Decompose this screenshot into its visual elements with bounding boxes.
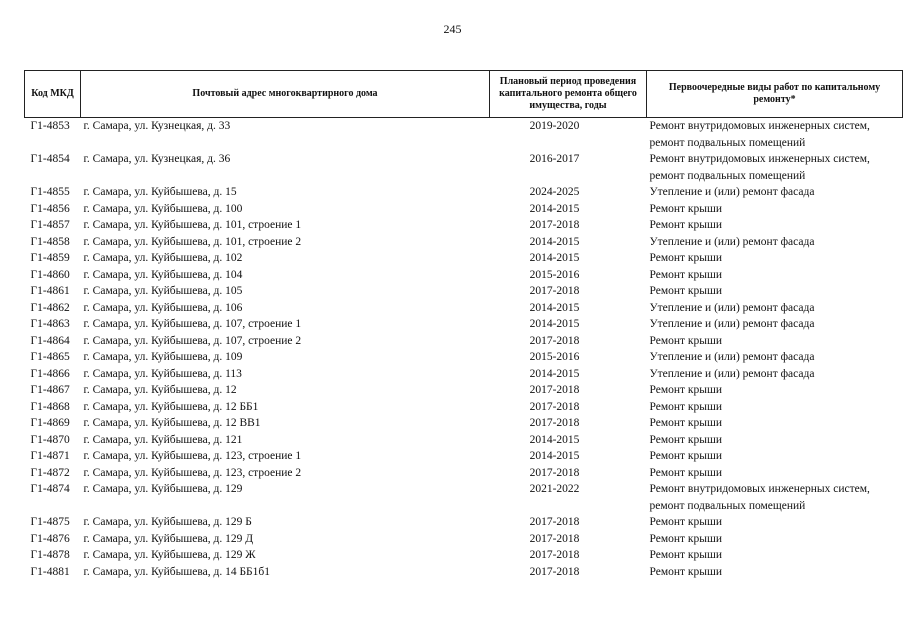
row-address: г. Самара, ул. Кузнецкая, д. 33: [83, 120, 231, 132]
row-address: г. Самара, ул. Куйбышева, д. 12 ББ1: [83, 400, 259, 413]
row-works: [647, 217, 903, 234]
row-period: 2017-2018: [529, 417, 580, 429]
row-period: 2014-2015: [529, 252, 580, 264]
row-address: г. Самара, ул. Куйбышева, д. 121: [83, 433, 243, 446]
row-works: [647, 465, 903, 482]
row-code: Г1-4853: [30, 120, 70, 132]
row-work-line: Ремонт крыши: [649, 252, 723, 264]
row-code: Г1-4874: [30, 483, 70, 495]
row-works: [647, 283, 903, 300]
row-period: 2017-2018: [529, 549, 580, 561]
row-works: [647, 267, 903, 284]
row-period: 2017-2018: [529, 400, 580, 413]
row-period: 2017-2018: [529, 516, 580, 528]
row-address: г. Самара, ул. Кузнецкая, д. 36: [83, 153, 231, 165]
row-period: 2019-2020: [529, 120, 580, 132]
row-address: г. Самара, ул. Куйбышева, д. 102: [83, 252, 243, 264]
table-row: [25, 267, 903, 284]
row-works: [647, 250, 903, 267]
row-work-line: Ремонт внутридомовых инженерных систем,: [649, 120, 870, 132]
row-code: Г1-4867: [30, 384, 70, 396]
header-address: Почтовый адрес многоквартирного дома: [81, 71, 490, 118]
row-code: Г1-4866: [30, 367, 70, 380]
row-period: 2014-2015: [529, 202, 580, 215]
row-address: г. Самара, ул. Куйбышева, д. 107, строение 2: [83, 334, 302, 347]
table-row: [25, 382, 903, 399]
row-work-line: Ремонт крыши: [649, 202, 723, 215]
row-works: [647, 514, 903, 531]
page-number: 245: [443, 22, 462, 36]
row-work-line: Ремонт крыши: [649, 433, 723, 446]
row-code: Г1-4875: [30, 516, 70, 528]
row-works: [647, 151, 903, 184]
table-row: [25, 349, 903, 366]
row-code: Г1-4861: [30, 285, 70, 297]
table-row: [25, 250, 903, 267]
row-work-line: Ремонт внутридомовых инженерных систем,: [649, 483, 870, 495]
row-work-line: ремонт подвальных помещений: [649, 136, 806, 149]
row-code: Г1-4854: [30, 153, 70, 165]
row-works: [647, 382, 903, 399]
row-address: г. Самара, ул. Куйбышева, д. 123, строение 2: [83, 466, 302, 479]
row-works: [647, 481, 903, 514]
table-row: [25, 333, 903, 350]
row-address: г. Самара, ул. Куйбышева, д. 107, строение 1: [83, 318, 302, 330]
row-code: Г1-4856: [30, 202, 70, 215]
table-row: [25, 234, 903, 251]
row-address: г. Самара, ул. Куйбышева, д. 15: [83, 186, 237, 198]
row-period: 2017-2018: [529, 219, 580, 231]
row-works: [647, 415, 903, 432]
table-header: [25, 71, 903, 118]
table-row: [25, 399, 903, 416]
row-period: 2014-2015: [529, 433, 580, 446]
row-work-line: Ремонт крыши: [649, 384, 723, 396]
row-code: Г1-4878: [30, 549, 70, 561]
table-row: [25, 366, 903, 383]
row-work-line: ремонт подвальных помещений: [649, 499, 806, 512]
row-period: 2014-2015: [529, 235, 580, 248]
row-work-line: Ремонт крыши: [649, 450, 723, 462]
row-work-line: Ремонт внутридомовых инженерных систем,: [649, 153, 870, 165]
row-code: Г1-4860: [30, 268, 70, 281]
row-address: г. Самара, ул. Куйбышева, д. 12: [83, 384, 237, 396]
row-period: 2024-2025: [529, 186, 580, 198]
row-work-line: Ремонт крыши: [649, 334, 723, 347]
row-address: г. Самара, ул. Куйбышева, д. 100: [83, 202, 243, 215]
row-work-line: Утепление и (или) ремонт фасада: [649, 318, 815, 330]
row-address: г. Самара, ул. Куйбышева, д. 106: [83, 301, 243, 314]
table-row: [25, 217, 903, 234]
row-code: Г1-4865: [30, 351, 70, 363]
row-period: 2016-2017: [529, 153, 580, 165]
row-works: [647, 366, 903, 383]
row-period: 2015-2016: [529, 351, 580, 363]
row-period: 2014-2015: [529, 318, 580, 330]
row-code: Г1-4855: [30, 186, 70, 198]
row-work-line: Утепление и (или) ремонт фасада: [649, 235, 815, 248]
table-row: [25, 481, 903, 514]
row-work-line: Ремонт крыши: [649, 565, 723, 578]
table-row: [25, 448, 903, 465]
row-period: 2014-2015: [529, 301, 580, 314]
table-row: [25, 316, 903, 333]
header-period: Плановый период проведения капитального ремонта общего имущества, годы: [490, 71, 647, 118]
table-row: [25, 547, 903, 564]
table-row: [25, 465, 903, 482]
row-work-line: Утепление и (или) ремонт фасада: [649, 301, 815, 314]
row-works: [647, 184, 903, 201]
table-row: [25, 118, 903, 152]
row-period: 2014-2015: [529, 367, 580, 380]
row-works: [647, 333, 903, 350]
row-works: [647, 547, 903, 564]
table-row: [25, 283, 903, 300]
table-row: [25, 151, 903, 184]
row-code: Г1-4862: [30, 301, 70, 314]
row-code: Г1-4881: [30, 565, 70, 578]
row-period: 2017-2018: [529, 384, 580, 396]
row-work-line: Утепление и (или) ремонт фасада: [649, 367, 815, 380]
row-work-line: ремонт подвальных помещений: [649, 169, 806, 182]
row-period: 2015-2016: [529, 268, 580, 281]
row-works: [647, 349, 903, 366]
row-address: г. Самара, ул. Куйбышева, д. 113: [83, 367, 242, 380]
row-address: г. Самара, ул. Куйбышева, д. 105: [83, 285, 243, 297]
row-address: г. Самара, ул. Куйбышева, д. 109: [83, 351, 243, 363]
row-work-line: Ремонт крыши: [649, 285, 723, 297]
row-work-line: Ремонт крыши: [649, 516, 723, 528]
table-row: [25, 415, 903, 432]
row-period: 2017-2018: [529, 532, 580, 545]
row-work-line: Ремонт крыши: [649, 400, 723, 413]
row-address: г. Самара, ул. Куйбышева, д. 129 Д: [83, 532, 254, 545]
header-works: Первоочередные виды работ по капитальному ремонту*: [647, 71, 903, 118]
row-code: Г1-4870: [30, 433, 70, 446]
row-address: г. Самара, ул. Куйбышева, д. 104: [83, 268, 243, 281]
row-works: [647, 531, 903, 548]
row-code: Г1-4863: [30, 318, 70, 330]
row-period: 2017-2018: [529, 334, 580, 347]
row-works: [647, 300, 903, 317]
row-address: г. Самара, ул. Куйбышева, д. 12 ВВ1: [83, 417, 261, 429]
row-address: г. Самара, ул. Куйбышева, д. 14 ББ1б1: [83, 565, 270, 578]
row-work-line: Утепление и (или) ремонт фасада: [649, 186, 815, 198]
row-code: Г1-4858: [30, 235, 70, 248]
row-works: [647, 234, 903, 251]
row-work-line: Ремонт крыши: [649, 466, 723, 479]
row-address: г. Самара, ул. Куйбышева, д. 101, строение 2: [83, 235, 302, 248]
row-address: г. Самара, ул. Куйбышева, д. 123, строение 1: [83, 450, 302, 462]
row-period: 2017-2018: [529, 466, 580, 479]
row-work-line: Утепление и (или) ремонт фасада: [649, 351, 815, 363]
row-works: [647, 316, 903, 333]
row-address: г. Самара, ул. Куйбышева, д. 129: [83, 483, 243, 495]
table-row: [25, 432, 903, 449]
row-work-line: Ремонт крыши: [649, 417, 723, 429]
row-address: г. Самара, ул. Куйбышева, д. 129 Б: [83, 516, 252, 528]
row-work-line: Ремонт крыши: [649, 532, 723, 545]
row-address: г. Самара, ул. Куйбышева, д. 101, строение 1: [83, 219, 302, 231]
row-works: [647, 118, 903, 152]
row-work-line: Ремонт крыши: [649, 219, 723, 231]
row-works: [647, 432, 903, 449]
row-code: Г1-4871: [30, 450, 70, 462]
table-row: [25, 514, 903, 531]
row-period: 2017-2018: [529, 285, 580, 297]
row-works: [647, 564, 903, 581]
row-work-line: Ремонт крыши: [649, 268, 723, 281]
table-row: [25, 531, 903, 548]
row-period: 2014-2015: [529, 450, 580, 462]
table-row: [25, 300, 903, 317]
row-code: Г1-4872: [30, 466, 70, 479]
row-works: [647, 448, 903, 465]
row-period: 2021-2022: [529, 483, 580, 495]
row-code: Г1-4864: [30, 334, 70, 347]
row-code: Г1-4876: [30, 532, 70, 545]
row-works: [647, 399, 903, 416]
table-body: [25, 118, 903, 581]
row-code: Г1-4868: [30, 400, 70, 413]
row-period: 2017-2018: [529, 565, 580, 578]
row-code: Г1-4869: [30, 417, 70, 429]
capital-repair-table: [24, 70, 902, 580]
row-code: Г1-4857: [30, 219, 70, 231]
repair-plan-table: [24, 70, 903, 580]
header-code: Код МКД: [25, 71, 81, 118]
row-work-line: Ремонт крыши: [649, 549, 723, 561]
row-works: [647, 201, 903, 218]
table-row: [25, 564, 903, 581]
table-row: [25, 201, 903, 218]
row-code: Г1-4859: [30, 252, 70, 264]
row-address: г. Самара, ул. Куйбышева, д. 129 Ж: [83, 549, 256, 561]
table-row: [25, 184, 903, 201]
